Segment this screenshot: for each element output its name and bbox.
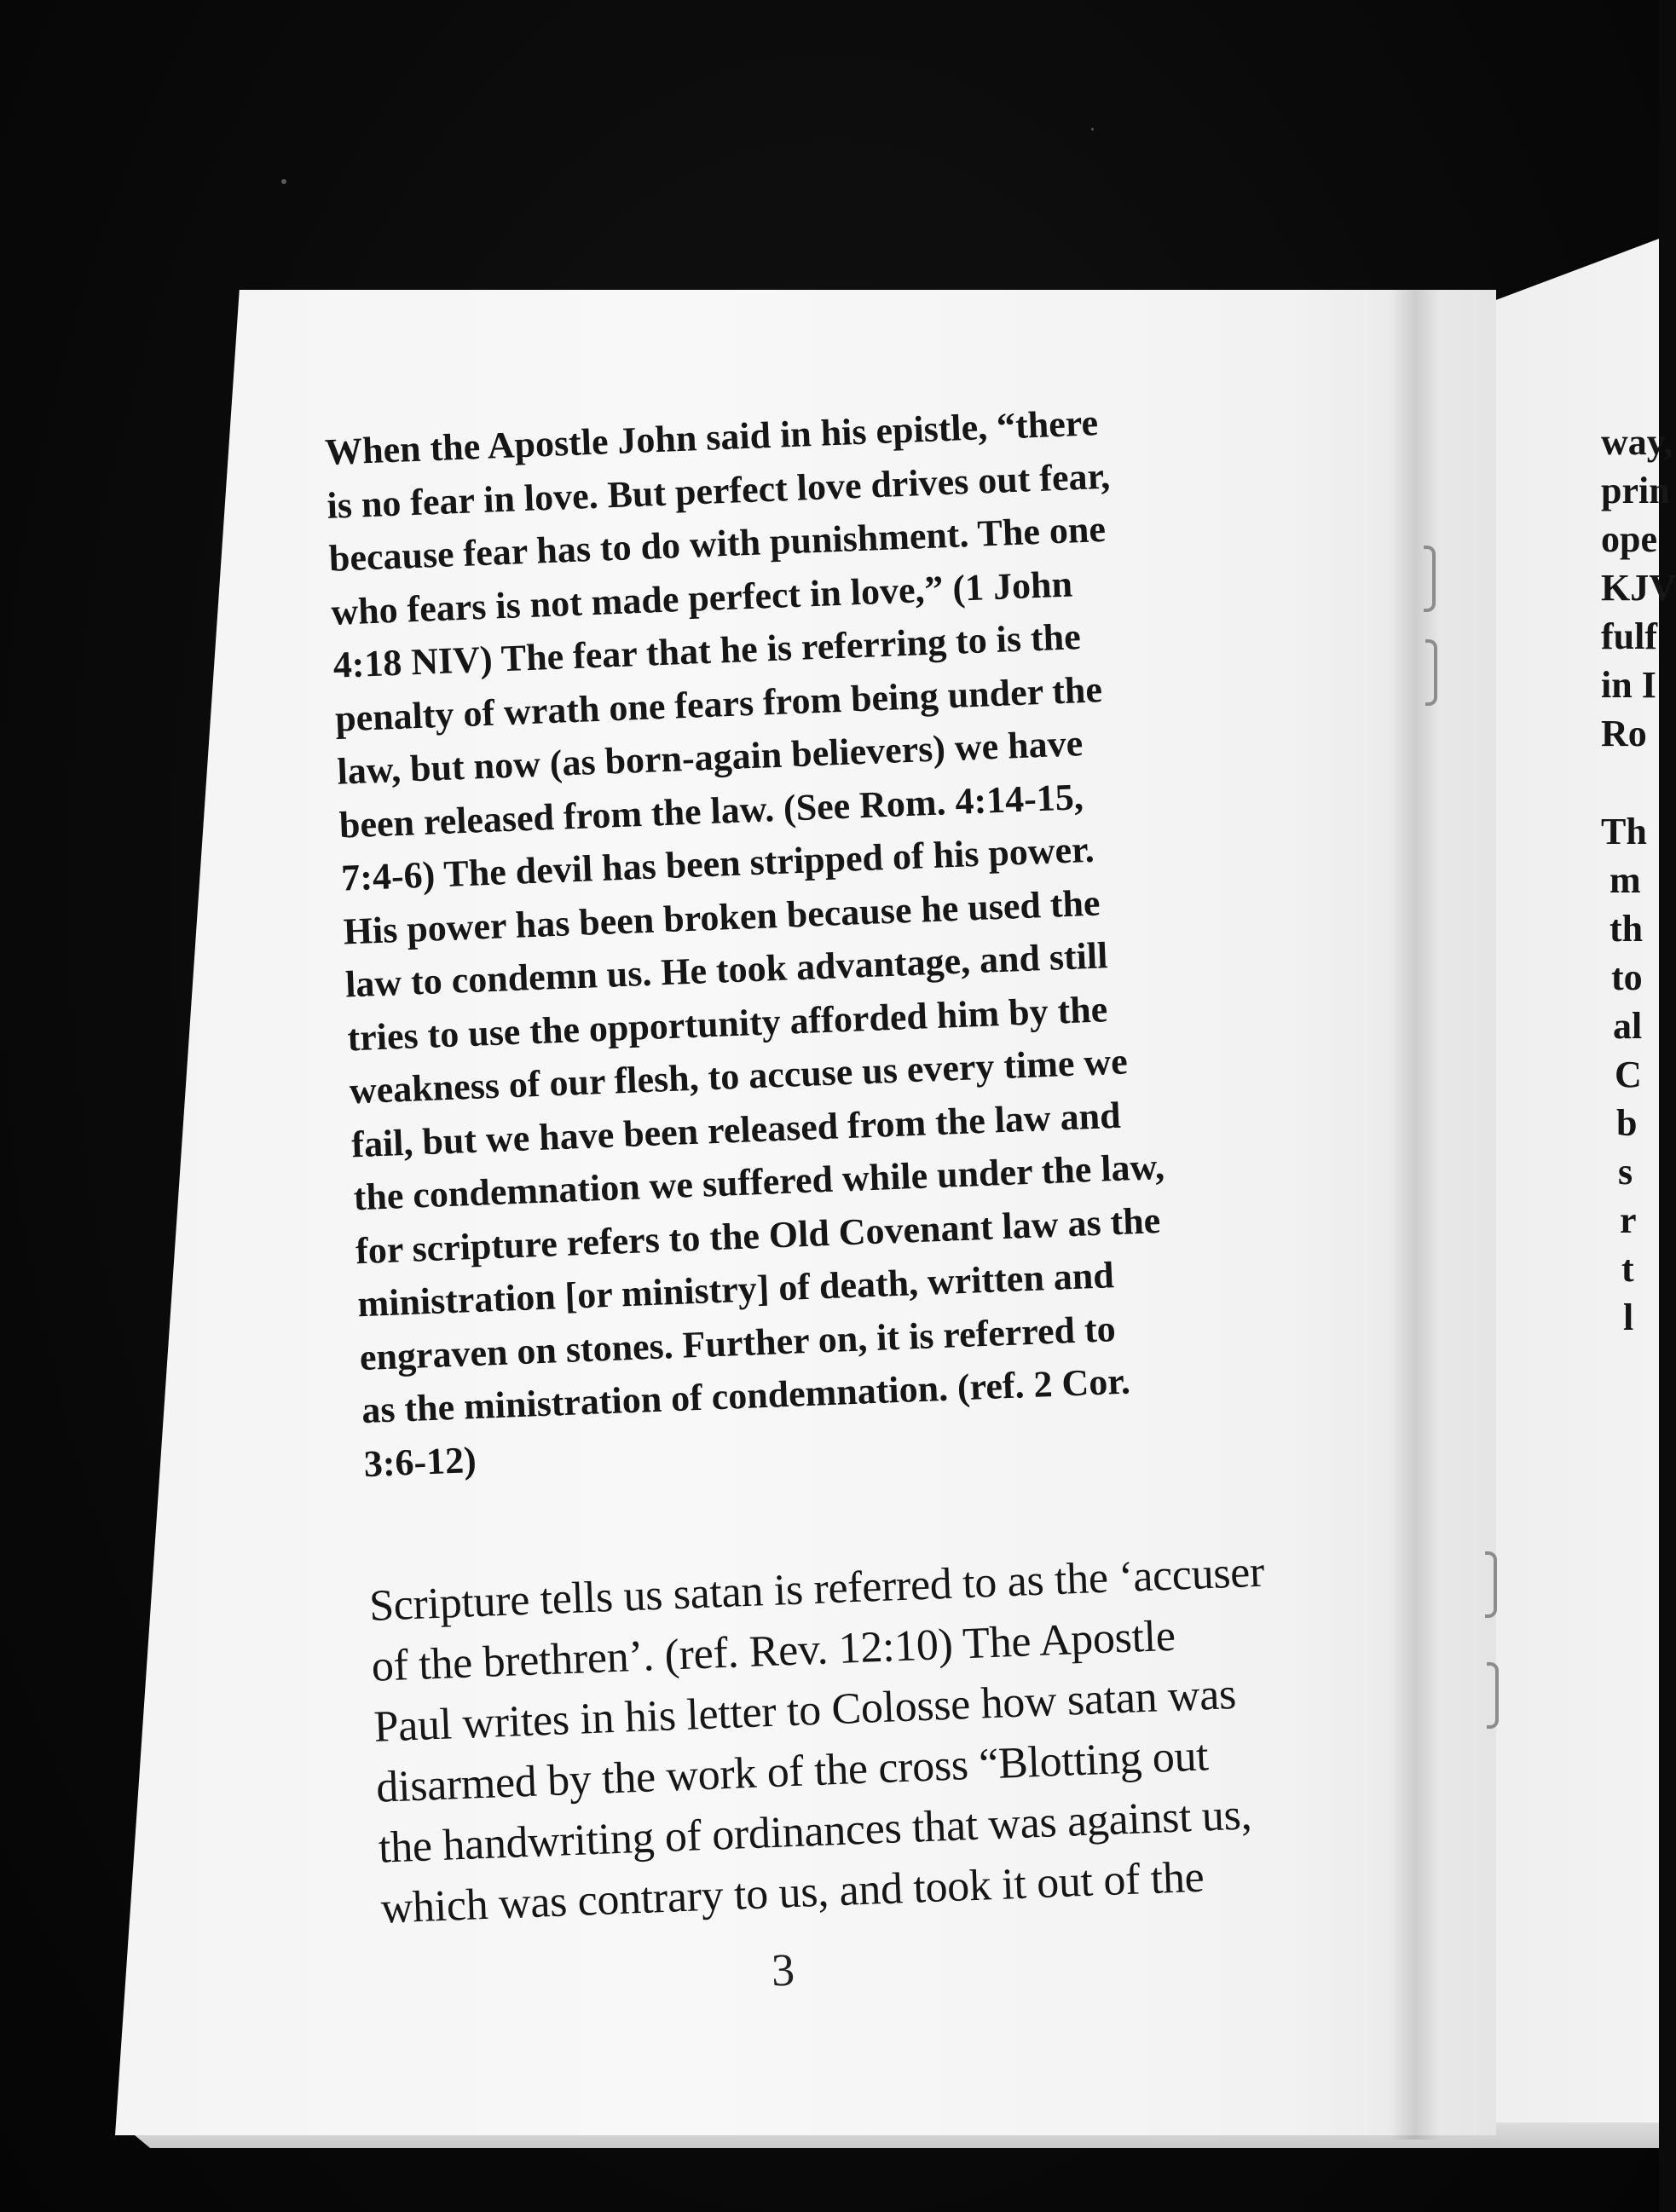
facing-paragraph-gap	[1601, 758, 1659, 807]
facing-fragment: ope	[1601, 518, 1657, 560]
facing-page-text	[1601, 418, 1676, 1342]
dust-speck	[281, 179, 286, 184]
staple-icon	[1424, 546, 1436, 612]
facing-fragment: t	[1621, 1248, 1634, 1290]
page-text	[324, 386, 1430, 1939]
page-number: 3	[770, 1943, 796, 1996]
dust-speck	[1091, 128, 1094, 130]
staple-icon	[1425, 639, 1437, 706]
facing-fragment: b	[1616, 1102, 1638, 1144]
paragraph-second: Scripture tells us satan is referred to as the ‘accuser of the brethren’. (ref. Rev. 12:10) The Apostle Paul writes in his letter to Colosse how satan was disarmed by the work of the cross “Blotting out the handwriting of ordinances that was against us, which was contrary to us, and took it out of the	[368, 1547, 1266, 1933]
facing-fragment: fulf	[1601, 615, 1657, 657]
staple-icon	[1485, 1551, 1497, 1618]
facing-fragment: th	[1610, 908, 1644, 950]
staple-icon	[1487, 1662, 1499, 1729]
facing-fragment: way,	[1601, 421, 1673, 463]
facing-fragment: to	[1611, 956, 1643, 998]
paragraph-first: When the Apostle John said in his epistle, “there is no fear in love. But perfect love drives out fear, because fear has to do with punishment. The one who fears is not made perfect in love,” (1 John 4:18 NIV) The fear that he is referring to is the penalty of wrath one fears from being under the law, but now (as born-again believers) we have been released from the law. (See Rom. 4:14-15, 7:4-6) The devil has been stripped of his power. His power has been broken because he used the law to condemn us. He took advantage, and still tries to use the opportunity afforded him by the weakness of our flesh, to accuse us every time we fail, but we have been released from the law and the condemnation we suffered while under the law, for scripture refers to the Old Covenant law as the ministration [or ministry] of death, written and engraven on stones. Further on, it is referred to as the ministration of condemnation. (ref. 2 Cor. 3:6-12)	[324, 401, 1165, 1485]
facing-fragment: s	[1618, 1151, 1633, 1193]
facing-fragment: in I	[1601, 664, 1656, 706]
facing-fragment: KJV	[1601, 567, 1676, 609]
facing-fragment: l	[1623, 1297, 1634, 1338]
facing-fragment: Th	[1601, 811, 1647, 852]
facing-fragment: r	[1620, 1199, 1637, 1241]
facing-fragment: C	[1615, 1054, 1642, 1095]
facing-fragment: Ro	[1601, 713, 1647, 754]
facing-fragment: prin	[1601, 470, 1670, 511]
facing-fragment: al	[1613, 1005, 1643, 1047]
facing-fragment: m	[1610, 859, 1641, 901]
